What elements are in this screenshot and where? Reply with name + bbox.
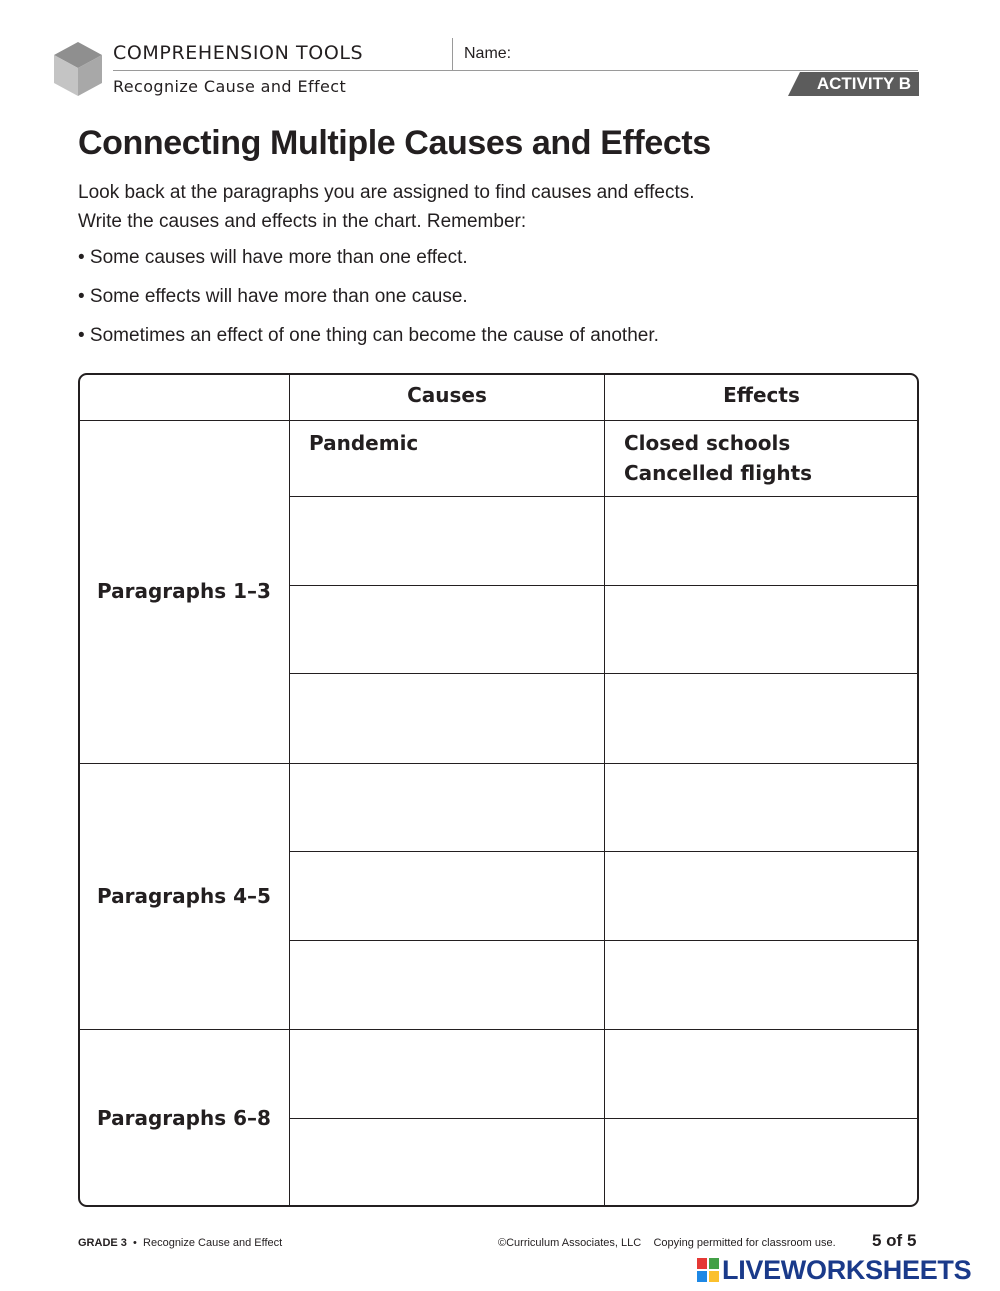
group-label-paragraphs-1-3: Paragraphs 1–3 — [97, 579, 271, 603]
bullet-item: • Some effects will have more than one cause. — [78, 286, 468, 307]
effect-cell-line[interactable]: Closed schools — [624, 431, 791, 455]
header-rule — [113, 70, 918, 71]
grade-label: GRADE 3 — [78, 1237, 127, 1249]
name-label: Name: — [464, 45, 512, 62]
liveworksheets-text: LIVEWORKSHEETS — [722, 1254, 972, 1285]
cause-cell[interactable]: Pandemic — [309, 431, 419, 455]
header-row-divider — [79, 420, 918, 421]
row-divider — [290, 940, 918, 941]
bullet-item: • Some causes will have more than one effect. — [78, 247, 468, 268]
footer-topic: Recognize Cause and Effect — [143, 1237, 283, 1249]
intro-line-1: Look back at the paragraphs you are assigned to find causes and effects. — [78, 182, 695, 203]
row-divider — [290, 851, 918, 852]
page-number: 5 of 5 — [872, 1231, 917, 1250]
column-divider — [289, 374, 290, 1206]
copyright-text: ©Curriculum Associates, LLC — [498, 1237, 642, 1249]
effects-header: Effects — [723, 383, 800, 407]
cause-effect-chart — [78, 373, 919, 1207]
bullet-item: • Sometimes an effect of one thing can become the cause of another. — [78, 325, 659, 346]
row-divider — [290, 673, 918, 674]
row-divider — [290, 496, 918, 497]
group-label-paragraphs-4-5: Paragraphs 4–5 — [97, 884, 271, 908]
activity-label: ACTIVITY B — [816, 74, 911, 93]
header-subtitle: Recognize Cause and Effect — [113, 77, 347, 96]
group-divider — [79, 1029, 918, 1030]
footer-separator: • — [133, 1237, 137, 1249]
cube-logo-icon — [52, 40, 104, 98]
page-title: Connecting Multiple Causes and Effects — [78, 124, 711, 162]
group-label-paragraphs-6-8: Paragraphs 6–8 — [97, 1106, 271, 1130]
liveworksheets-logo[interactable] — [697, 1254, 972, 1285]
column-divider — [604, 374, 605, 1206]
row-divider — [290, 1118, 918, 1119]
row-divider — [290, 585, 918, 586]
intro-line-2: Write the causes and effects in the chart. Remember: — [78, 211, 527, 232]
permission-text: Copying permitted for classroom use. — [653, 1237, 836, 1249]
causes-header: Causes — [407, 383, 487, 407]
name-divider — [452, 38, 453, 70]
footer-copyright — [498, 1237, 836, 1249]
effect-cell-line[interactable]: Cancelled flights — [624, 461, 813, 485]
liveworksheets-grid-icon — [697, 1258, 719, 1282]
footer-grade — [78, 1237, 282, 1249]
group-divider — [79, 763, 918, 764]
series-title: COMPREHENSION TOOLS — [113, 42, 364, 64]
intro-text — [78, 178, 838, 236]
